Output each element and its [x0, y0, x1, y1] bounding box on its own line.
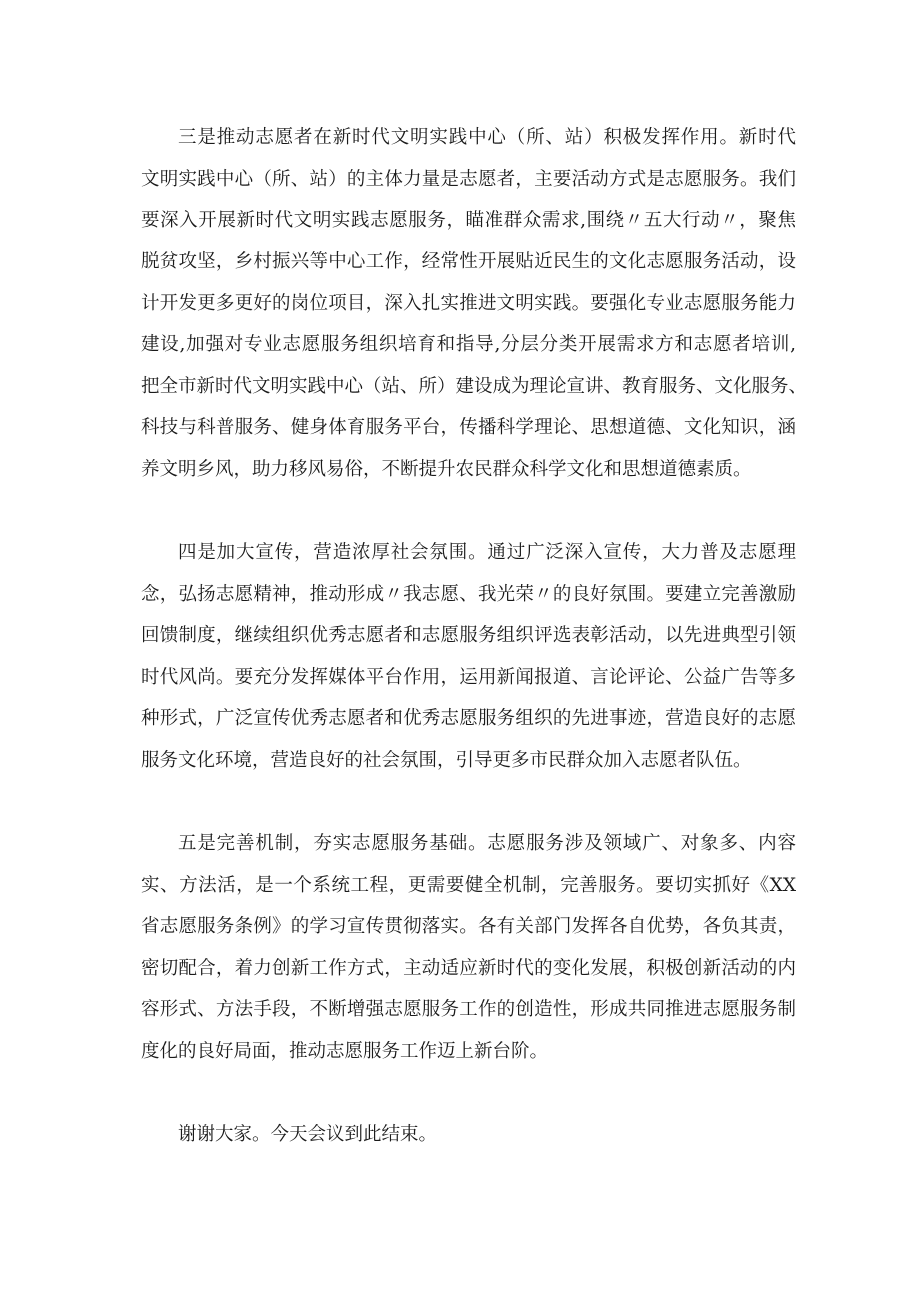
paragraph-line: 种形式，广泛宣传优秀志愿者和优秀志愿服务组织的先进事迹，营造良好的志愿	[141, 708, 796, 729]
paragraph-line: 实、方法活，是一个系统工程，更需要健全机制，完善服务。要切实抓好《XX	[141, 875, 796, 896]
paragraph-line: 回馈制度，继续组织优秀志愿者和志愿服务组织评选表彰活动，以先进典型引领	[141, 625, 796, 646]
paragraph-line: 计开发更多更好的岗位项目，深入扎实推进文明实践。要强化专业志愿服务能力	[141, 293, 796, 314]
paragraph-line: 度化的良好局面，推动志愿服务工作迈上新台阶。	[141, 1041, 549, 1062]
paragraph-line: 容形式、方法手段，不断增强志愿服务工作的创造性，形成共同推进志愿服务制	[141, 999, 796, 1020]
paragraph-line: 时代风尚。要充分发挥媒体平台作用，运用新闻报道、言论评论、公益广告等多	[141, 667, 796, 688]
paragraph-line: 把全市新时代文明实践中心（站、所）建设成为理论宣讲、教育服务、文化服务、	[141, 376, 808, 397]
closing-line: 谢谢大家。今天会议到此结束。	[178, 1124, 438, 1145]
paragraph-line: 密切配合，着力创新工作方式，主动适应新时代的变化发展，积极创新活动的内	[141, 958, 796, 979]
paragraph-line: 要深入开展新时代文明实践志愿服务，瞄准群众需求,围绕〃五大行动〃，聚焦	[141, 210, 796, 231]
paragraph-line: 养文明乡风，助力移风易俗，不断提升农民群众科学文化和思想道德素质。	[141, 459, 752, 480]
paragraph-line: 三是推动志愿者在新时代文明实践中心（所、站）积极发挥作用。新时代	[178, 127, 796, 148]
paragraph-line: 文明实践中心（所、站）的主体力量是志愿者，主要活动方式是志愿服务。我们	[141, 169, 796, 190]
paragraph-line: 五是完善机制，夯实志愿服务基础。志愿服务涉及领域广、对象多、内容	[178, 833, 796, 854]
paragraph-line: 科技与科普服务、健身体育服务平台，传播科学理论、思想道德、文化知识，涵	[141, 417, 796, 438]
paragraph-line: 省志愿服务条例》的学习宣传贯彻落实。各有关部门发挥各自优势，各负其责，	[141, 916, 796, 937]
paragraph-line: 念，弘扬志愿精神，推动形成〃我志愿、我光荣〃的良好氛围。要建立完善激励	[141, 584, 796, 605]
paragraph-line: 四是加大宣传，营造浓厚社会氛围。通过广泛深入宣传，大力普及志愿理	[178, 542, 796, 563]
paragraph-line: 服务文化环境，营造良好的社会氛围，引导更多市民群众加入志愿者队伍。	[141, 750, 752, 771]
paragraph-line: 脱贫攻坚，乡村振兴等中心工作，经常性开展贴近民生的文化志愿服务活动，设	[141, 251, 796, 272]
paragraph-line: 建设,加强对专业志愿服务组织培育和指导,分层分类开展需求方和志愿者培训,	[141, 334, 796, 355]
